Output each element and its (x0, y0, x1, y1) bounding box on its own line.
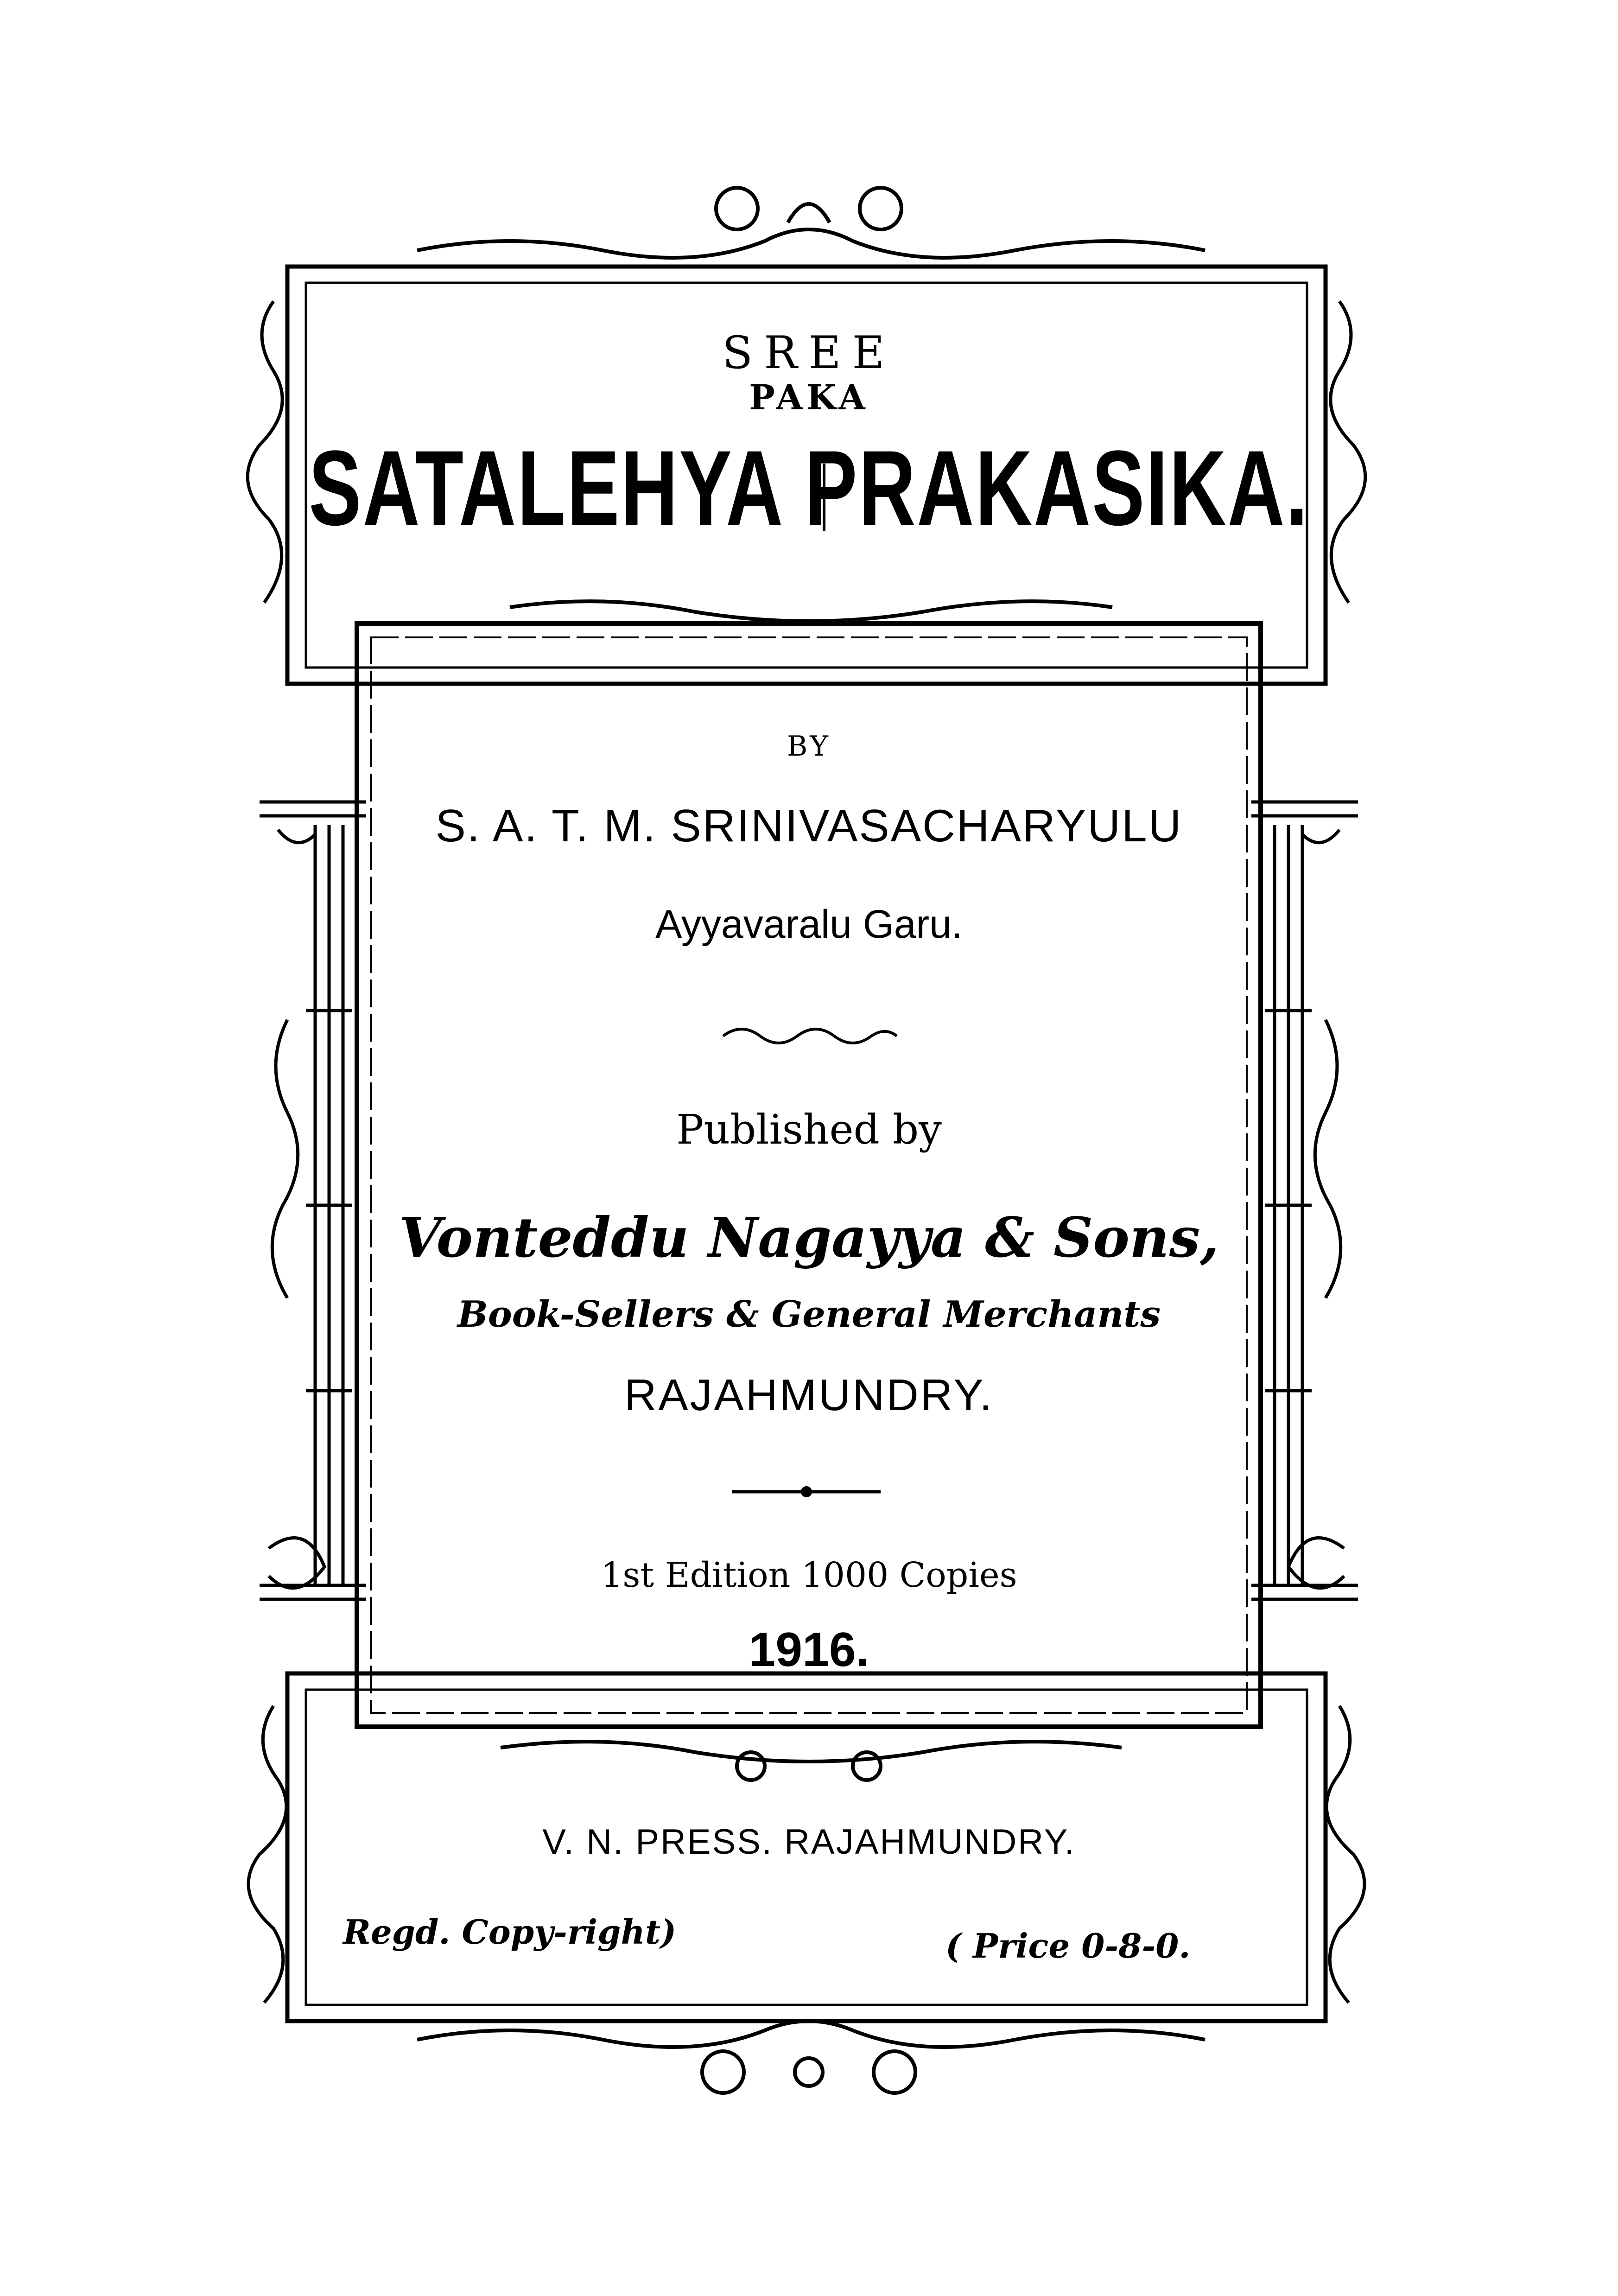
publisher-city: RAJAHMUNDRY. (624, 1370, 994, 1420)
title-subline: PAKA (749, 378, 869, 418)
publisher-name: Vonteddu Nagayya & Sons, (399, 1205, 1219, 1270)
copyright-note: Regd. Copy-right) (343, 1912, 677, 1952)
author-honorific: Ayyavaralu Garu. (655, 902, 963, 947)
title-prefix: SREE (722, 327, 896, 379)
publication-year: 1916. (749, 1623, 869, 1677)
edition-info: 1st Edition 1000 Copies (601, 1555, 1017, 1595)
author-name: S. A. T. M. SRINIVASACHARYULU (435, 800, 1183, 851)
price-note: ( Price 0-8-0. (945, 1926, 1191, 1965)
press-line: V. N. PRESS. RAJAHMUNDRY. (542, 1822, 1076, 1862)
by-label: BY (787, 730, 831, 763)
main-title: SATALEHYA PRAKASIKA. (309, 428, 1309, 547)
publisher-trade: Book-Sellers & General Merchants (457, 1293, 1161, 1336)
published-by-label: Published by (676, 1106, 942, 1153)
